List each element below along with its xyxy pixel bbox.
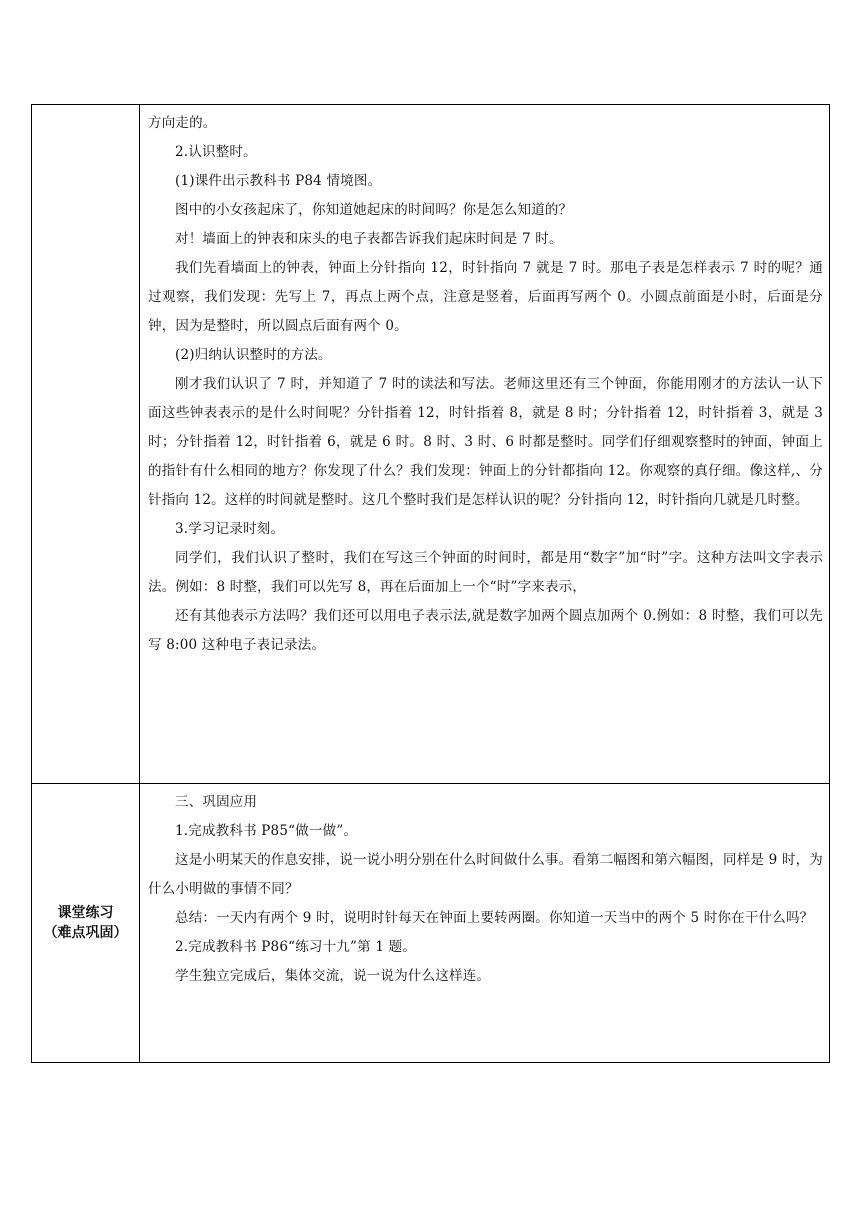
section-content-cell [140, 105, 830, 784]
table-row [32, 105, 830, 784]
paragraph: (2)归纳认识整时的方法。 [175, 347, 332, 363]
paragraph: 总结：一天内有两个 9 时，说明时针每天在钟面上要转两圈。你知道一天当中的两个 5 时你在干什么吗？ [175, 910, 814, 926]
paragraph: 还有其他表示方法吗？我们还可以用电子表示法,就是数字加两个圆点加两个 0.例如：8 时整，我们可以先写 8:00 这种电子表记录法。 [148, 608, 823, 653]
paragraph: 学生独立完成后，集体交流，说一说为什么这样连。 [175, 968, 491, 984]
section-content-cell [140, 784, 830, 1063]
paragraph: (1)课件出示教科书 P84 情境图。 [175, 173, 382, 189]
paragraph: 1.完成教科书 P85“做一做”。 [175, 823, 358, 839]
table-row [32, 784, 830, 1063]
paragraph: 三、巩固应用 [175, 794, 258, 810]
section-label-cell [32, 105, 140, 784]
paragraph: 对！墙面上的钟表和床头的电子表都告诉我们起床时间是 7 时。 [175, 231, 563, 247]
section-sublabel: （难点巩固） [43, 925, 128, 941]
section-label-cell [32, 784, 140, 1063]
paragraph: 我们先看墙面上的钟表，钟面上分针指向 12，时针指向 7 就是 7 时。那电子表是怎样表示 7 时的呢？通过观察，我们发现：先写上 7，再点上两个点，注意是竖着，后面再写两个 0。小圆点前面是小时，后面是分钟，因为是整时，所以圆点后面有两个 0。 [148, 260, 823, 334]
paragraph: 同学们，我们认识了整时，我们在写这三个钟面的时间时，都是用“数字”加“时”字。这种方法叫文字表示法。例如：8 时整，我们可以先写 8，再在后面加上一个“时”字来表示， [148, 550, 823, 595]
paragraph: 这是小明某天的作息安排，说一说小明分别在什么时间做什么事。看第二幅图和第六幅图，同样是 9 时，为什么小明做的事情不同？ [148, 852, 823, 897]
section-label: 课堂练习 [57, 905, 114, 921]
paragraph: 方向走的。 [148, 115, 217, 131]
paragraph: 3.学习记录时刻。 [175, 521, 285, 537]
paragraph: 2.认识整时。 [175, 144, 257, 160]
paragraph: 2.完成教科书 P86“练习十九”第 1 题。 [175, 939, 417, 955]
lesson-plan-table [31, 104, 830, 1063]
paragraph: 刚才我们认识了 7 时，并知道了 7 时的读法和写法。老师这里还有三个钟面，你能用刚才的方法认一认下面这些钟表表示的是什么时间呢？分针指着 12，时针指着 8，就是 8 时；分针指着 12，时针指着 3，就是 3 时；分针指着 12，时针指着 6，就是 6 时。8 时、3 时、6 时都是整时。同学们仔细观察整时的钟面，钟面上的指针有什么相同的地方？你发现了什么？我们发现：钟面上的分针都指向 12。你观察的真仔细。像这样,、分针指向 12。这样的时间就是整时。这几个整时我们是怎样认识的呢？分针指向 12，时针指向几就是几时整。 [148, 376, 823, 508]
paragraph: 图中的小女孩起床了，你知道她起床的时间吗？你是怎么知道的？ [175, 202, 573, 218]
